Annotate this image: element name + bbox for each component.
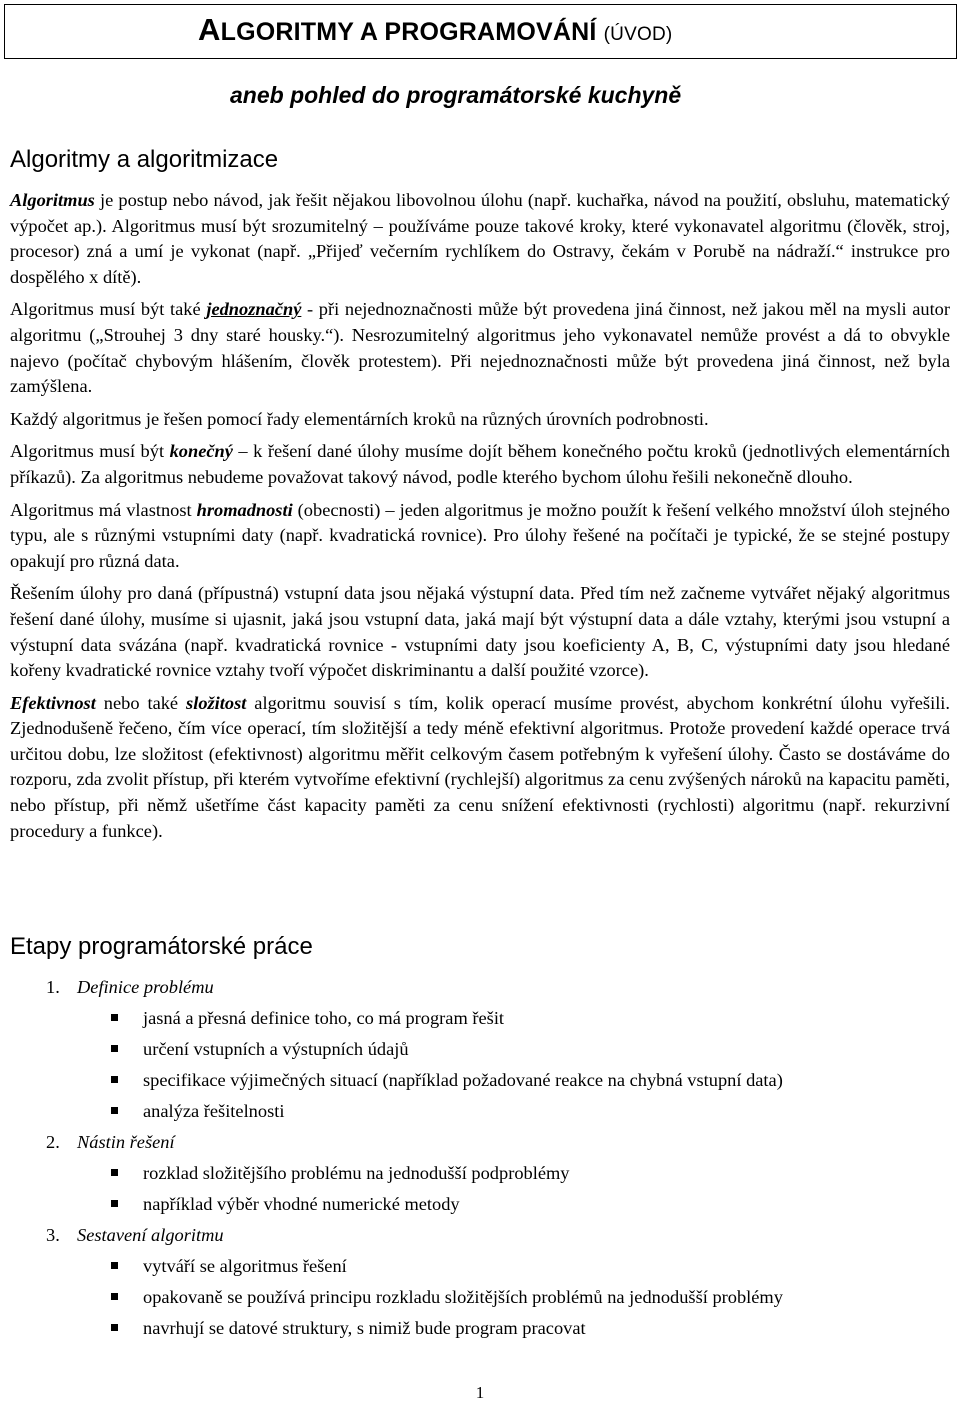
list-item: vytváří se algoritmus řešení — [46, 1251, 946, 1282]
paragraph-generality: Algoritmus má vlastnost hromadnosti (obecnosti) – jeden algoritmus je možno použít k řešení velkého množství úloh stejného typu, ale s různými vstupními daty (např. kvadratická rovnice). Pro úlohy řešené na počítači je typické, že se stejné postupy opakují pro různá data. — [10, 499, 950, 571]
list-item: jasná a přesná definice toho, co má program řešit — [46, 1003, 946, 1034]
square-bullet-icon — [111, 1293, 118, 1300]
square-bullet-icon — [111, 1169, 118, 1176]
stages-list — [46, 972, 946, 1344]
list-item: specifikace výjimečných situací (například požadované reakce na chybná vstupní data) — [46, 1065, 946, 1096]
list-item: určení vstupních a výstupních údajů — [46, 1034, 946, 1065]
paragraph-input-output: Řešením úlohy pro daná (přípustná) vstupní data jsou nějaká výstupní data. Před tím než začneme vytvářet nějaký algoritmus řešení dané úlohy, musíme si ujasnit, jaká jsou vstupní data, jaká mají být výstupní data a dále vztahy, kterými jsou vstupní a výstupní data svázána (např. kvadratická rovnice - vstupními daty jsou koeficienty A, B, C, výstupními daty jsou hledané kořeny kvadratické rovnice vztahy tvoří výpočet diskriminantu a další použité vzorce). — [10, 583, 950, 681]
document-subtitle: aneb pohled do programátorské kuchyně — [230, 82, 682, 108]
section-heading-stages: Etapy programátorské práce — [10, 933, 313, 960]
paragraph-efficiency: Efektivnost nebo také složitost algoritmu souvisí s tím, kolik operací musíme provést, abychom konkrétní úlohu vyřešili. Zjednodušeně řečeno, čím více operací, tím složitější a tedy méně efektivní algoritmus. Protože provedení každé operace trvá určitou dobu, lze složitost (efektivnost) algoritmu měřit celkovým časem potřebným k vyřešení úlohy. Často se dostáváme do rozporu, zda zvolit přístup, při kterém vytvoříme efektivní (rychlejší) algoritmus za cenu zvýšených nároků na kapacitu paměti, nebo přístup, při němž ušetříme část kapacity paměti za cenu snížení efektivnosti (rychlosti) algoritmu (např. rekurzivní procedury a funkce). — [10, 692, 951, 841]
list-item-step: 1. Definice problému — [46, 977, 214, 997]
square-bullet-icon — [111, 1200, 118, 1207]
paragraph-definition: Algoritmus je postup nebo návod, jak řešit nějakou libovolnou úlohu (např. kuchařka, návod na použití, obsluhu, matematický výpočet ap.). Algoritmus musí být srozumitelný – používáme pouze takové kroky, které vykonavatel algoritmu (člověk, stroj, procesor) zná a umí je vykonat (např. „Přijeď večerním rychlíkem do Ostravy, čekám v Porubě na nádraží.“ instrukce pro dospělého x dítě). — [10, 190, 950, 287]
list-item-step: 2. Nástin řešení — [46, 1132, 175, 1152]
square-bullet-icon — [111, 1324, 118, 1331]
square-bullet-icon — [111, 1076, 118, 1083]
list-item: analýza řešitelnosti — [46, 1096, 946, 1127]
section-heading-algorithms: Algoritmy a algoritmizace — [10, 146, 279, 173]
paragraph-finite: Algoritmus musí být konečný – k řešení dané úlohy musíme dojít během konečného počtu kroků (jednotlivých elementárních příkazů). Za algoritmus nebudeme považovat takový návod, podle kterého bychom úlohu řešili nekonečně dlouho. — [10, 441, 951, 487]
list-item-step: 3. Sestavení algoritmu — [46, 1225, 224, 1245]
square-bullet-icon — [111, 1014, 118, 1021]
list-item: navrhují se datové struktury, s nimiž bude program pracovat — [46, 1313, 946, 1344]
paragraph-unambiguous: Algoritmus musí být také jednoznačný - při nejednoznačnosti může být provedena jiná činnost, než jakou měl na mysli autor algoritmu („Strouhej 3 dny staré housky.“). Nesrozumitelný algoritmus jeho vykonavatel nemůže provést a dá to obvykle najevo (počítač chybovým hlášením, člověk protestem). Při nejednoznačnosti může být provedena jiná činnost, než byla zamýšlena. — [10, 299, 950, 397]
square-bullet-icon — [111, 1107, 118, 1114]
square-bullet-icon — [111, 1045, 118, 1052]
page-number: 1 — [475, 1383, 485, 1402]
list-item: opakovaně se používá principu rozkladu složitějších problémů na jednodušší problémy — [46, 1282, 946, 1313]
paragraph-elementary-steps: Každý algoritmus je řešen pomocí řady elementárních kroků na různých úrovních podrobnosti. — [10, 408, 709, 429]
list-item: rozklad složitějšího problému na jednodušší podproblémy — [46, 1158, 946, 1189]
document-title: ALGORITMY A PROGRAMOVÁNÍ (ÚVOD) — [198, 12, 673, 47]
section-body — [10, 188, 950, 851]
square-bullet-icon — [111, 1262, 118, 1269]
list-item: například výběr vhodné numerické metody — [46, 1189, 946, 1220]
